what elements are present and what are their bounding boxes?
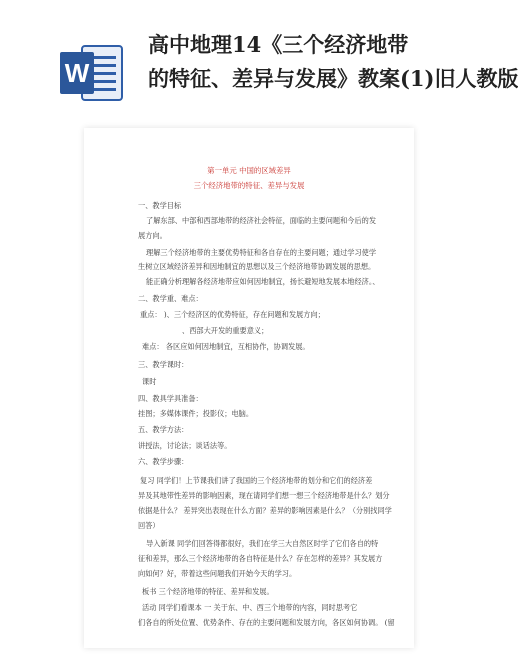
doc-line: 、西部大开发的重要意义； (182, 326, 269, 335)
title-line-2: 的特征、差异与发展》教案(1)旧人教版 (148, 66, 518, 91)
page-title (148, 28, 518, 96)
doc-line: 复习 同学们！上节课我们讲了我国的三个经济地带的划分和它们的经济差 (140, 476, 373, 485)
doc-line: 二、教学重、难点： (138, 294, 203, 303)
doc-line: 异及其地带性差异的影响因素，现在请同学们想一想三个经济地带是什么？划分 (138, 491, 390, 500)
doc-line: 导入新课 同学们回答得都很好，我们在学三大自然区时学了它们各自的特 (146, 539, 379, 548)
doc-line: 们各自的所处位置、优势条件、存在的主要问题和发展方向，各区如何协调。 (留 (138, 618, 395, 627)
doc-line: 课时 (142, 377, 157, 386)
doc-line: 板书 三个经济地带的特征、差异和发展。 (142, 587, 274, 596)
lesson-heading: 三个经济地带的特征、差异与发展 (193, 181, 305, 190)
doc-line: 向如何？好，带着这些问题我们开始今天的学习。 (138, 569, 297, 578)
word-icon (58, 42, 126, 104)
doc-line: 回答） (138, 521, 160, 530)
doc-line: 征和差异，那么三个经济地带的各自特征是什么？存在怎样的差异？其发展方 (138, 554, 383, 563)
title-line-1: 高中地理14《三个经济地带 (148, 32, 409, 57)
doc-line: 五、教学方法： (138, 425, 189, 434)
document-page (84, 128, 414, 648)
doc-line: 重点： )、三个经济区的优势特征，存在问题和发展方向； (140, 310, 325, 319)
doc-line: 四、教具学具准备： (138, 394, 203, 403)
header (0, 0, 518, 118)
doc-line: 理解三个经济地带的主要优势特征和各自存在的主要问题；通过学习使学 (146, 248, 377, 257)
unit-heading: 第一单元 中国的区域差异 (207, 166, 291, 175)
doc-line: 挂图；多媒体课件；投影仪；电脑。 (138, 409, 254, 418)
doc-line: 活动 同学们看课本 一 关于东、中、西三个地带的内容，同时思考它 (142, 603, 358, 612)
doc-line: 三、教学课时： (138, 360, 189, 369)
doc-line: 能正确分析理解各经济地带应如何因地制宜，扬长避短地发展本地经济。、 (146, 277, 380, 286)
doc-line: 一、教学目标 (138, 201, 182, 210)
svg-text:W: W (64, 58, 90, 88)
doc-line: 了解东部、中部和西部地带的经济社会特征，面临的主要问题和今后的发 (146, 216, 377, 225)
doc-line: 六、教学步骤： (138, 457, 189, 466)
doc-line: 依据是什么？ 差异突出表现在什么方面？差异的影响因素是什么？（分别找同学 (138, 506, 392, 515)
doc-line: 生树立区域经济差异和因地制宜的思想以及三个经济地带协调发展的思想。 (138, 262, 376, 271)
doc-line: 讲授法，讨论法；谈话法等。 (138, 441, 232, 450)
doc-line: 展方向。 (138, 231, 167, 240)
doc-line: 难点： 各区应如何因地制宜，互相协作，协调发展。 (142, 342, 310, 351)
